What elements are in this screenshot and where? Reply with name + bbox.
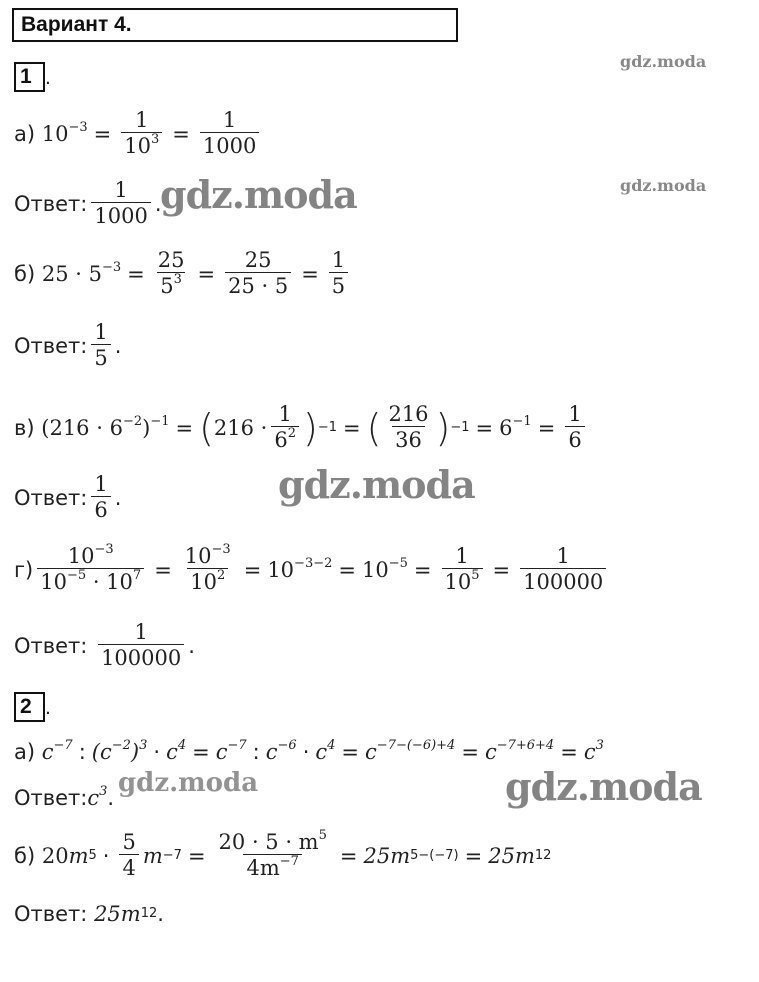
term-base: c [583,740,596,764]
watermark-large-3: gdz.moda [505,764,702,809]
close: ) [142,415,151,440]
term [365,740,455,764]
term [42,740,73,764]
numerator-exponent: 5 [318,828,327,843]
denominator: 100000 [98,644,184,671]
denominator-exponent: 5 [471,568,480,583]
term-exponent: −7+6+4 [496,738,555,753]
denominator: 36 [392,426,425,453]
denominator: 1000 [200,132,259,159]
term-exponent: 3 [139,738,148,753]
denominator-exponent: 3 [173,272,182,287]
term [266,740,297,764]
task-1b-fraction-2 [225,248,291,299]
numerator: 1 [331,248,346,272]
numerator: 1 [94,320,108,344]
denominator-b: 10 [106,570,133,594]
variant-title-text: Вариант 4. [21,13,132,36]
denominator-exponent: 2 [287,426,297,441]
answer-fraction [91,472,110,523]
multiply-dot: · [102,843,110,868]
task-2b-label: б) [14,843,36,868]
term-exponent: −6 [277,738,297,753]
task-1d-fraction-1: $\frac{10^{-3}}{10^{-5} \cdot 10^7}$ [37,544,144,595]
operator: · [153,740,161,764]
task-1a-answer: Ответ: $\frac{1}{1000}$ . [14,178,162,228]
numerator: 1 [568,402,582,426]
term-base: c [215,740,228,764]
term-base: c [166,740,178,764]
operator: = [341,740,360,764]
task-1c-label: в) [14,415,35,440]
base: 10 [41,121,69,146]
term-base: c [265,740,278,764]
term-base: ) [130,740,140,764]
answer-label: Ответ: [14,485,88,510]
watermark-large-1: gdz.moda [160,172,357,217]
denominator: 6 [91,496,110,523]
task-1c-fraction-3 [565,402,584,453]
task-1b-fraction-3 [329,248,348,299]
task-1d-fraction-3 [442,544,483,595]
inner-exponent: −2 [122,413,143,429]
term [315,740,335,764]
answer-value: 25m [94,902,141,926]
answer-fraction [91,178,150,229]
term-exponent: −7 [53,738,73,753]
term [92,740,131,764]
answer-fraction [91,320,110,371]
denominator: 5 [91,344,110,371]
paren-1-text: 216 · [213,415,268,440]
numerator: 25 [244,248,272,272]
denominator-exponent: 2 [216,568,226,583]
numerator: 1 [135,108,149,132]
term [131,740,147,764]
operator: = [461,740,479,764]
task-1c-fraction-1 [271,402,299,453]
base: 25 · 5 [41,261,102,286]
term [584,740,604,764]
outer-exponent: −1 [150,413,170,429]
base: c [87,786,100,810]
task-1a-power [41,119,88,146]
answer-label: Ответ: [14,902,88,926]
task-2b-fraction-2 [216,830,330,881]
task-2b-answer: Ответ: 25m 12 . [14,902,164,926]
term [166,740,186,764]
term-exponent: 4 [177,738,187,753]
denominator: 5 [329,272,348,299]
term-base: c [484,740,497,764]
exponent: −1 [512,413,532,429]
task-1a-fraction-1 [121,108,162,159]
base: 10 [267,557,295,582]
task-1b-answer: Ответ: $\frac{1}{5}$ . [14,320,122,370]
task-1b-power [41,259,122,286]
denominator-exponent: −7 [279,854,299,869]
task-1a-expression: а) $10^{-3}$ = $\frac{1}{10^3}$ = $\frac{1}{1000}$ [14,108,263,159]
exponent: −3 [68,119,88,135]
numerator: 1 [556,544,570,568]
task-2-number-text: 2 [20,695,32,718]
task-1-number [14,62,45,92]
numerator-base: 10 [67,544,95,568]
numerator: 1 [134,620,148,644]
task-1c-answer: Ответ: $\frac{1}{6}$ . [14,472,122,522]
term-base: c [41,740,54,764]
task-1c-expression: в) $(216 \cdot 6^{-2})^{-1}$ = ( 216 · $\frac{1}{6^2}$ ) −1 = ( $\frac{216}{36}$ ) −1 = $6^{-1}$ = $\frac{1}{6}$ [14,402,589,453]
base: 10 [361,557,389,582]
term-exponent: −7−(−6)+4 [376,738,456,753]
operator: = [560,740,578,764]
numerator-exponent: −3 [94,542,114,557]
denominator: 4m [246,856,280,880]
watermark-large-2: gdz.moda [278,462,475,507]
denominator-a: 10 [40,570,67,594]
watermark-small-2: gdz.moda [620,176,707,195]
task-2b-fraction-1 [119,830,138,881]
watermark-small-1: gdz.moda [620,52,707,71]
task-1b-fraction-1 [155,248,188,299]
numerator: 1 [455,544,469,568]
numerator: 1 [278,402,292,426]
denominator: 1000 [91,202,150,229]
coefficient: 20 [41,843,69,868]
numerator: 1 [114,178,128,202]
numerator: 1 [222,108,237,132]
denominator-base: 5 [160,274,174,298]
task-2-dot: . [45,696,51,719]
denominator: 25 · 5 [225,272,291,299]
task-1b-expression: б) $25 \cdot 5^{-3}$ = $\frac{25}{5^3}$ = $\frac{25}{25 \cdot 5}$ = $\frac{1}{5}$ [14,248,352,299]
numerator: 216 [388,402,429,426]
answer-label: Ответ: [14,333,88,358]
base: 6 [499,415,513,440]
operator: : [252,740,260,764]
task-1c-fraction-2 [385,402,431,453]
term [485,740,554,764]
task-2a-label: а) [14,740,36,764]
term-base: c [315,740,328,764]
operator: = [192,740,210,764]
open: (216 · 6 [41,415,123,440]
task-1d-power-1 [267,555,333,582]
term-exponent: −7 [227,738,247,753]
task-1b-label: б) [14,261,36,286]
answer-value [87,786,107,810]
denominator-base: 10 [444,570,472,594]
denominator-base: 10 [190,570,217,594]
denominator: 6 [565,426,584,453]
numerator: 25 [157,248,185,272]
denominator-base: 10 [124,134,151,158]
term-exponent: 3 [595,738,604,753]
operator: : [78,740,86,764]
task-1d-power-2 [361,555,408,582]
denominator: 100000 [520,568,606,595]
task-1a-fraction-2 [200,108,259,159]
task-1-number-text: 1 [20,65,32,88]
denominator-a-exponent: −5 [66,568,87,583]
operator: · [302,740,310,764]
term-base: c [365,740,377,764]
exponent: −3 [101,259,122,275]
task-1d-fraction-2 [182,544,234,595]
task-1d-answer: Ответ: $\frac{1}{100000}$ . [14,620,195,670]
task-1d-fraction-4 [520,544,606,595]
task-2a-answer: Ответ: $c^3$ . [14,784,115,810]
task-2b-expression: б) 20 m 5 · $\frac{5}{4}$ m −7 = $\frac{20 \cdot 5 \cdot m^5}{4m^{-7}}$ = 25m 5−(−7) = 25m 12 [14,828,552,880]
task-1d-expression: г) $\frac{10^{-3}}{10^{-5} \cdot 10^7}$ = $\frac{10^{-3}}{10^2}$ = $10^{-3-2}$ = $10^{-5}$ = $\frac{1}{10^5}$ = $\frac{1}{100000}$ [14,544,610,595]
result-1: 25m [363,843,411,868]
numerator: 5 [122,830,136,854]
task-1c-power [41,413,170,440]
task-2a-expression [14,740,604,764]
denominator-exponent: 3 [151,132,160,147]
exponent: 3 [99,784,108,799]
term [216,740,247,764]
watermark-medium-1: gdz.moda [118,768,259,798]
term-exponent: 4 [327,738,336,753]
variant-title [12,8,458,42]
term-exponent: −2 [111,738,131,753]
answer-fraction [98,620,184,671]
exponent: −3−2 [294,555,333,571]
denominator: 4 [119,854,138,881]
task-2-number [14,692,45,722]
numerator-exponent: −3 [211,542,231,557]
result-2: 25m [488,843,535,868]
numerator-base: 10 [184,544,212,568]
answer-label: Ответ: [14,633,88,658]
task-1d-label: г) [14,557,34,582]
denominator-b-exponent: 7 [132,568,142,583]
task-1-dot: . [45,66,51,89]
numerator: 1 [94,472,108,496]
task-1a-label: а) [14,121,36,146]
denominator-base: 6 [274,428,288,452]
term-base: (c [91,740,112,764]
task-1c-power-2 [499,413,532,440]
exponent: −5 [388,555,408,571]
numerator: 20 · 5 · m [218,830,319,854]
answer-label: Ответ: [14,191,88,216]
answer-label: Ответ: [14,786,88,810]
